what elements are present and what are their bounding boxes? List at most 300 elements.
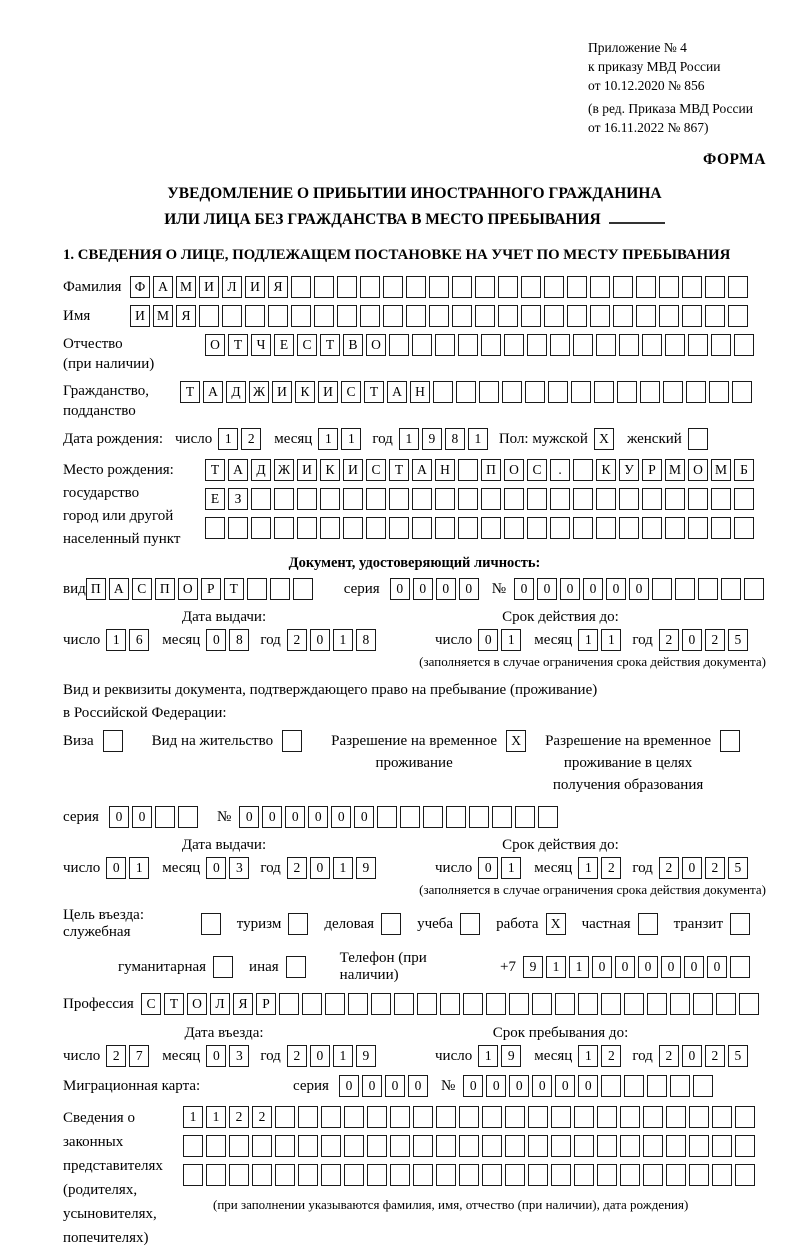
char-box[interactable]: Я [233, 993, 253, 1015]
char-box[interactable] [590, 276, 610, 298]
char-box[interactable]: М [665, 459, 685, 481]
char-box[interactable] [446, 806, 466, 828]
char-box[interactable] [532, 993, 552, 1015]
char-box[interactable] [279, 993, 299, 1015]
char-box[interactable] [435, 517, 455, 539]
char-box[interactable] [636, 305, 656, 327]
char-box[interactable]: И [297, 459, 317, 481]
char-box[interactable]: 2 [287, 857, 307, 879]
char-box[interactable] [720, 730, 740, 752]
char-box[interactable] [251, 517, 271, 539]
char-box[interactable] [390, 1164, 410, 1186]
char-box[interactable]: 0 [354, 806, 374, 828]
char-box[interactable] [320, 488, 340, 510]
char-box[interactable]: X [546, 913, 566, 935]
char-box[interactable] [619, 488, 639, 510]
char-box[interactable] [381, 913, 401, 935]
char-box[interactable]: 1 [501, 629, 521, 651]
char-box[interactable] [624, 993, 644, 1015]
char-box[interactable] [389, 334, 409, 356]
char-box[interactable] [675, 578, 695, 600]
char-box[interactable] [693, 993, 713, 1015]
char-box[interactable] [458, 517, 478, 539]
char-box[interactable]: 1 [341, 428, 361, 450]
char-box[interactable] [337, 305, 357, 327]
char-box[interactable] [498, 305, 518, 327]
char-box[interactable] [413, 1106, 433, 1128]
char-box[interactable]: 0 [638, 956, 658, 978]
char-box[interactable] [460, 913, 480, 935]
char-box[interactable] [734, 334, 754, 356]
char-box[interactable] [486, 993, 506, 1015]
char-box[interactable]: 2 [252, 1106, 272, 1128]
char-box[interactable] [682, 305, 702, 327]
char-box[interactable] [199, 305, 219, 327]
char-box[interactable]: Р [642, 459, 662, 481]
char-box[interactable]: Т [228, 334, 248, 356]
char-box[interactable]: 1 [206, 1106, 226, 1128]
char-box[interactable]: Р [256, 993, 276, 1015]
char-box[interactable] [652, 578, 672, 600]
char-box[interactable] [458, 334, 478, 356]
char-box[interactable] [551, 1135, 571, 1157]
char-box[interactable]: 0 [682, 629, 702, 651]
char-box[interactable]: 2 [601, 857, 621, 879]
char-box[interactable]: 0 [606, 578, 626, 600]
char-box[interactable] [463, 993, 483, 1015]
char-box[interactable]: 1 [601, 629, 621, 651]
char-box[interactable] [739, 993, 759, 1015]
char-box[interactable]: 0 [408, 1075, 428, 1097]
char-box[interactable] [383, 276, 403, 298]
char-box[interactable] [344, 1106, 364, 1128]
char-box[interactable]: Л [222, 276, 242, 298]
char-box[interactable]: М [176, 276, 196, 298]
char-box[interactable] [659, 305, 679, 327]
char-box[interactable]: Ф [130, 276, 150, 298]
char-box[interactable] [665, 488, 685, 510]
char-box[interactable] [617, 381, 637, 403]
char-box[interactable] [389, 517, 409, 539]
char-box[interactable] [521, 276, 541, 298]
char-box[interactable]: 0 [682, 857, 702, 879]
char-box[interactable] [321, 1106, 341, 1128]
char-box[interactable] [459, 1135, 479, 1157]
char-box[interactable]: 1 [183, 1106, 203, 1128]
char-box[interactable] [550, 517, 570, 539]
char-box[interactable]: И [318, 381, 338, 403]
char-box[interactable] [413, 1164, 433, 1186]
char-box[interactable] [481, 334, 501, 356]
char-box[interactable] [377, 806, 397, 828]
char-box[interactable]: О [504, 459, 524, 481]
char-box[interactable] [730, 956, 750, 978]
char-box[interactable] [573, 459, 593, 481]
char-box[interactable]: О [178, 578, 198, 600]
char-box[interactable] [343, 517, 363, 539]
char-box[interactable]: Т [164, 993, 184, 1015]
char-box[interactable] [596, 517, 616, 539]
char-box[interactable] [436, 1106, 456, 1128]
char-box[interactable] [528, 1164, 548, 1186]
char-box[interactable]: С [527, 459, 547, 481]
char-box[interactable]: 0 [478, 629, 498, 651]
char-box[interactable] [413, 1135, 433, 1157]
char-box[interactable] [435, 488, 455, 510]
char-box[interactable]: П [481, 459, 501, 481]
char-box[interactable] [321, 1164, 341, 1186]
char-box[interactable] [643, 1135, 663, 1157]
char-box[interactable] [201, 913, 221, 935]
char-box[interactable] [452, 305, 472, 327]
char-box[interactable] [482, 1164, 502, 1186]
char-box[interactable]: Т [224, 578, 244, 600]
char-box[interactable]: 6 [129, 629, 149, 651]
char-box[interactable]: С [341, 381, 361, 403]
char-box[interactable]: 5 [728, 629, 748, 651]
char-box[interactable]: 9 [356, 857, 376, 879]
char-box[interactable]: Я [176, 305, 196, 327]
char-box[interactable]: Д [251, 459, 271, 481]
char-box[interactable]: К [295, 381, 315, 403]
char-box[interactable] [597, 1106, 617, 1128]
char-box[interactable] [525, 381, 545, 403]
char-box[interactable]: О [688, 459, 708, 481]
char-box[interactable] [734, 517, 754, 539]
char-box[interactable]: 9 [422, 428, 442, 450]
char-box[interactable]: И [245, 276, 265, 298]
char-box[interactable] [712, 1106, 732, 1128]
char-box[interactable] [640, 381, 660, 403]
char-box[interactable] [601, 1075, 621, 1097]
char-box[interactable] [636, 276, 656, 298]
char-box[interactable] [337, 276, 357, 298]
char-box[interactable]: 0 [615, 956, 635, 978]
char-box[interactable] [642, 334, 662, 356]
char-box[interactable]: З [228, 488, 248, 510]
char-box[interactable] [481, 488, 501, 510]
char-box[interactable] [730, 913, 750, 935]
char-box[interactable] [452, 276, 472, 298]
char-box[interactable] [689, 1135, 709, 1157]
char-box[interactable]: И [199, 276, 219, 298]
char-box[interactable] [528, 1135, 548, 1157]
char-box[interactable] [435, 334, 455, 356]
char-box[interactable] [498, 276, 518, 298]
char-box[interactable] [527, 488, 547, 510]
char-box[interactable] [291, 276, 311, 298]
char-box[interactable]: И [130, 305, 150, 327]
char-box[interactable] [551, 1164, 571, 1186]
char-box[interactable]: В [343, 334, 363, 356]
char-box[interactable]: 0 [592, 956, 612, 978]
char-box[interactable]: 0 [532, 1075, 552, 1097]
char-box[interactable]: С [132, 578, 152, 600]
char-box[interactable] [601, 993, 621, 1015]
char-box[interactable] [367, 1106, 387, 1128]
char-box[interactable] [390, 1135, 410, 1157]
char-box[interactable] [344, 1164, 364, 1186]
char-box[interactable] [213, 956, 233, 978]
char-box[interactable]: 0 [661, 956, 681, 978]
char-box[interactable] [456, 381, 476, 403]
char-box[interactable] [412, 517, 432, 539]
char-box[interactable] [206, 1164, 226, 1186]
char-box[interactable]: 0 [206, 857, 226, 879]
char-box[interactable]: О [187, 993, 207, 1015]
char-box[interactable] [412, 334, 432, 356]
char-box[interactable] [670, 1075, 690, 1097]
char-box[interactable] [716, 993, 736, 1015]
char-box[interactable]: 8 [229, 629, 249, 651]
char-box[interactable]: 2 [659, 1045, 679, 1067]
char-box[interactable]: 2 [229, 1106, 249, 1128]
char-box[interactable]: А [153, 276, 173, 298]
char-box[interactable]: 0 [206, 1045, 226, 1067]
char-box[interactable] [643, 1164, 663, 1186]
char-box[interactable] [689, 1106, 709, 1128]
char-box[interactable] [728, 305, 748, 327]
char-box[interactable] [732, 381, 752, 403]
char-box[interactable]: 9 [501, 1045, 521, 1067]
char-box[interactable] [360, 276, 380, 298]
char-box[interactable] [502, 381, 522, 403]
char-box[interactable] [344, 1135, 364, 1157]
char-box[interactable] [286, 956, 306, 978]
char-box[interactable] [390, 1106, 410, 1128]
char-box[interactable] [469, 806, 489, 828]
char-box[interactable]: 0 [331, 806, 351, 828]
char-box[interactable] [574, 1164, 594, 1186]
char-box[interactable]: П [86, 578, 106, 600]
char-box[interactable] [302, 993, 322, 1015]
char-box[interactable] [528, 1106, 548, 1128]
char-box[interactable]: 0 [362, 1075, 382, 1097]
char-box[interactable] [665, 334, 685, 356]
char-box[interactable] [383, 305, 403, 327]
char-box[interactable] [744, 578, 764, 600]
char-box[interactable]: Н [410, 381, 430, 403]
char-box[interactable]: 0 [583, 578, 603, 600]
char-box[interactable] [436, 1164, 456, 1186]
char-box[interactable] [712, 1164, 732, 1186]
char-box[interactable]: 1 [501, 857, 521, 879]
char-box[interactable] [440, 993, 460, 1015]
char-box[interactable]: 1 [569, 956, 589, 978]
char-box[interactable]: 0 [684, 956, 704, 978]
char-box[interactable]: 9 [523, 956, 543, 978]
char-box[interactable] [574, 1135, 594, 1157]
char-box[interactable]: Т [320, 334, 340, 356]
char-box[interactable]: К [320, 459, 340, 481]
char-box[interactable] [155, 806, 175, 828]
char-box[interactable]: 2 [705, 1045, 725, 1067]
char-box[interactable] [293, 578, 313, 600]
char-box[interactable] [509, 993, 529, 1015]
char-box[interactable]: Р [201, 578, 221, 600]
char-box[interactable] [504, 488, 524, 510]
char-box[interactable] [288, 913, 308, 935]
char-box[interactable] [521, 305, 541, 327]
char-box[interactable]: 0 [463, 1075, 483, 1097]
char-box[interactable] [321, 1135, 341, 1157]
char-box[interactable] [515, 806, 535, 828]
char-box[interactable] [103, 730, 123, 752]
char-box[interactable]: 1 [333, 857, 353, 879]
char-box[interactable] [275, 1164, 295, 1186]
char-box[interactable] [705, 276, 725, 298]
char-box[interactable]: 0 [132, 806, 152, 828]
char-box[interactable] [711, 517, 731, 539]
char-box[interactable] [688, 517, 708, 539]
char-box[interactable] [665, 517, 685, 539]
char-box[interactable]: 0 [459, 578, 479, 600]
char-box[interactable] [573, 517, 593, 539]
char-box[interactable]: О [205, 334, 225, 356]
char-box[interactable]: О [366, 334, 386, 356]
char-box[interactable] [492, 806, 512, 828]
char-box[interactable] [282, 730, 302, 752]
char-box[interactable] [574, 1106, 594, 1128]
char-box[interactable]: 0 [509, 1075, 529, 1097]
char-box[interactable]: 1 [218, 428, 238, 450]
char-box[interactable]: М [153, 305, 173, 327]
char-box[interactable] [642, 488, 662, 510]
char-box[interactable] [343, 488, 363, 510]
char-box[interactable] [270, 578, 290, 600]
char-box[interactable] [459, 1106, 479, 1128]
char-box[interactable]: 0 [707, 956, 727, 978]
char-box[interactable]: 1 [333, 629, 353, 651]
char-box[interactable]: А [203, 381, 223, 403]
char-box[interactable]: 0 [629, 578, 649, 600]
char-box[interactable]: 2 [705, 629, 725, 651]
char-box[interactable] [686, 381, 706, 403]
char-box[interactable] [682, 276, 702, 298]
char-box[interactable] [638, 913, 658, 935]
char-box[interactable] [551, 1106, 571, 1128]
char-box[interactable] [297, 517, 317, 539]
char-box[interactable]: Т [205, 459, 225, 481]
char-box[interactable]: 2 [106, 1045, 126, 1067]
char-box[interactable] [597, 1135, 617, 1157]
char-box[interactable] [371, 993, 391, 1015]
char-box[interactable] [705, 305, 725, 327]
char-box[interactable]: 0 [478, 857, 498, 879]
char-box[interactable] [458, 459, 478, 481]
char-box[interactable] [698, 578, 718, 600]
char-box[interactable]: 1 [478, 1045, 498, 1067]
char-box[interactable] [555, 993, 575, 1015]
char-box[interactable]: Ж [274, 459, 294, 481]
char-box[interactable] [544, 305, 564, 327]
char-box[interactable] [228, 517, 248, 539]
char-box[interactable]: 2 [287, 1045, 307, 1067]
char-box[interactable]: 0 [578, 1075, 598, 1097]
char-box[interactable]: С [297, 334, 317, 356]
char-box[interactable] [647, 993, 667, 1015]
char-box[interactable] [275, 1106, 295, 1128]
char-box[interactable] [229, 1164, 249, 1186]
char-box[interactable]: И [343, 459, 363, 481]
char-box[interactable] [245, 305, 265, 327]
char-box[interactable] [436, 1135, 456, 1157]
char-box[interactable]: 1 [129, 857, 149, 879]
char-box[interactable] [688, 334, 708, 356]
char-box[interactable]: 3 [229, 1045, 249, 1067]
char-box[interactable] [735, 1164, 755, 1186]
char-box[interactable] [481, 517, 501, 539]
char-box[interactable]: М [711, 459, 731, 481]
char-box[interactable] [596, 488, 616, 510]
char-box[interactable] [394, 993, 414, 1015]
char-box[interactable] [314, 305, 334, 327]
char-box[interactable] [642, 517, 662, 539]
char-box[interactable] [475, 305, 495, 327]
char-box[interactable]: 0 [339, 1075, 359, 1097]
char-box[interactable] [366, 517, 386, 539]
char-box[interactable]: 8 [356, 629, 376, 651]
char-box[interactable]: 2 [287, 629, 307, 651]
char-box[interactable]: 1 [546, 956, 566, 978]
char-box[interactable] [567, 276, 587, 298]
char-box[interactable] [693, 1075, 713, 1097]
char-box[interactable]: Д [226, 381, 246, 403]
char-box[interactable] [505, 1135, 525, 1157]
char-box[interactable]: Т [364, 381, 384, 403]
char-box[interactable] [367, 1135, 387, 1157]
char-box[interactable] [389, 488, 409, 510]
char-box[interactable] [252, 1135, 272, 1157]
char-box[interactable]: Е [274, 334, 294, 356]
char-box[interactable] [320, 517, 340, 539]
char-box[interactable] [550, 334, 570, 356]
char-box[interactable] [298, 1164, 318, 1186]
char-box[interactable]: X [594, 428, 614, 450]
char-box[interactable] [314, 276, 334, 298]
char-box[interactable] [734, 488, 754, 510]
char-box[interactable]: 1 [578, 1045, 598, 1067]
char-box[interactable] [688, 428, 708, 450]
char-box[interactable]: 0 [285, 806, 305, 828]
char-box[interactable] [573, 488, 593, 510]
char-box[interactable]: 0 [308, 806, 328, 828]
char-box[interactable] [366, 488, 386, 510]
char-box[interactable] [229, 1135, 249, 1157]
char-box[interactable]: 0 [413, 578, 433, 600]
char-box[interactable] [178, 806, 198, 828]
char-box[interactable] [597, 1164, 617, 1186]
char-box[interactable] [666, 1135, 686, 1157]
char-box[interactable]: 1 [399, 428, 419, 450]
char-box[interactable] [666, 1164, 686, 1186]
char-box[interactable]: Ж [249, 381, 269, 403]
char-box[interactable]: X [506, 730, 526, 752]
char-box[interactable]: 1 [578, 857, 598, 879]
char-box[interactable]: 0 [537, 578, 557, 600]
char-box[interactable] [620, 1164, 640, 1186]
char-box[interactable] [643, 1106, 663, 1128]
char-box[interactable]: 1 [318, 428, 338, 450]
char-box[interactable] [406, 305, 426, 327]
char-box[interactable] [688, 488, 708, 510]
char-box[interactable]: С [366, 459, 386, 481]
char-box[interactable]: 2 [659, 629, 679, 651]
char-box[interactable]: А [109, 578, 129, 600]
char-box[interactable] [423, 806, 443, 828]
char-box[interactable]: 1 [106, 629, 126, 651]
char-box[interactable] [297, 488, 317, 510]
